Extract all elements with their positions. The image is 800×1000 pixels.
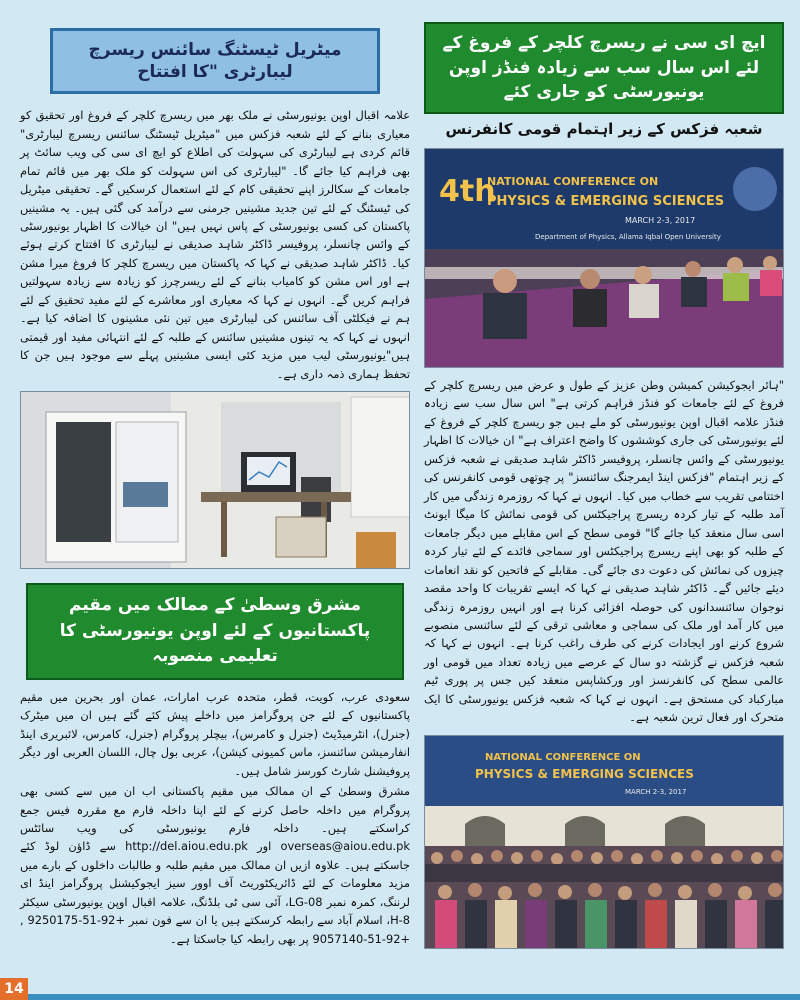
lab-photo xyxy=(20,391,410,569)
right-column xyxy=(424,22,784,949)
banner-department: Department of Physics, Allama Iqbal Open University xyxy=(535,232,721,241)
overseas-phone-numbers: +92-51-9250175 , +92-51-9057140 xyxy=(20,913,410,946)
hec-headline: ایچ ای سی نے ریسرچ کلچر کے فروغ کے لئے اس سال سب سے زیادہ فنڈز اوپن یونیورسٹی کو جاری کئے xyxy=(424,22,784,114)
lab-headline: میٹریل ٹیسٹنگ سائنس ریسرچ لیبارٹری "کا افتتاح xyxy=(50,28,380,94)
overseas-paragraph-2: مشرق وسطیٰ کے ان ممالک میں مقیم پاکستانی اب ان میں سے کسی بھی پروگرام میں داخلہ حاصل کرنے کے لئے اپنا داخلہ فارم مع مقررہ فیس جمع کراسکتے ہیں۔ داخلہ فارم یونیورسٹی کی ویب سائٹس overseas@aiou.edu.pk اور http://del.aiou.edu.pk سے ڈاؤن لوڈ کئے جاسکتے ہیں۔ علاوہ ازیں ان ممالک میں مقیم طلبہ و طالبات داخلوں کے بارے میں مزید معلومات کے لئے ڈائریکٹوریٹ آف اوور سیز ایجوکیشنل پروگرامز اینڈ ای لرننگ، کمرہ نمبر LG-08، آئی سی ٹی بلڈنگ، علامہ اقبال اوپن یونیورسٹی سیکٹر H-8، اسلام آباد سے رابطہ کرسکتے ہیں یا ان سے فون نمبر +92-51-9250175 , +92-51-9057140 پر بھی رابطہ کیا جاسکتا ہے۔ xyxy=(20,784,410,946)
banner-line-2: PHYSICS & EMERGING SCIENCES xyxy=(487,193,725,209)
overseas-paragraph-1: سعودی عرب، کویت، قطر، متحدہ عرب امارات، عمان اور بحرین میں مقیم پاکستانیوں کے لئے جن پروگرامز میں داخلے پیش کئے گئے ہیں ان میں میٹرک (جنرل)، انٹرمیڈیٹ (جنرل و کامرس)، بیچلر پروگرام (جنرل، کامرس، لائبریری اینڈ انفارمیشن سائنسز، ماس کمیونی کیشن)، عربی بول چال، اللسان العربی اور دیگر پروفیشنل شارٹ کورسز شامل ہیں۔ xyxy=(20,689,410,778)
lab-paragraph: علامہ اقبال اوپن یونیورسٹی نے ملک بھر میں ریسرچ کلچر کے فروغ اور تحقیق کو معیاری بنانے کے لئے شعبہ فزکس میں "میٹریل ٹیسٹنگ سائنس ریسرچ لیبارٹری" قائم کردی ہے لیبارٹری کی سہولت کی اطلاع کو ایچ ای سی کی ویب سائٹ پر بھی فراہم کیا جائے گا۔ "لیبارٹری کی اس سہولت کو ملک بھر میں قائم تمام جامعات کے سکالرز اپنے تحقیقی کام کے لئے استعمال کرسکیں گے۔ تحقیقی میٹریل کی ٹیسٹنگ کے لئے تین جدید مشینیں جرمنی سے درآمد کی گئی ہیں۔ یہ مشینیں پاکستان کی کسی یونیورسٹی کے پاس نہیں ہیں" ان خیالات کا اظہار یونیورسٹی کے وائس چانسلر، پروفیسر ڈاکٹر شاہد صدیقی نے لیبارٹری کا افتتاح کرتے ہوئے کیا۔ ڈاکٹر شاہد صدیقی نے کہا کہ پاکستان میں ریسرچ کلچر کا فروغ میرا مشن ہے اور اس مشن کو کامیاب بنانے کے لئے ریسرچرز کو زیادہ سے زیادہ سہولتیں فراہم کریں گے۔ انہوں نے کہا کہ معیاری اور معاشرے کے لئے مفید تحقیق کے لئے ہم نے فیکلٹی آف سائنس کی لیبارٹری میں تین نئی مشینوں کا اضافہ کیا ہے۔ انہوں نے کہا کہ یہ تینوں مشینیں سائنس کے طلبہ کے لئے انتہائی مفید اور قیمتی ہیں"یونیورسٹی لیب میں مزید کئی ایسی مشینیں پہلے سے موجود ہیں جن کا تحفظ ہماری ذمہ داری ہے۔ xyxy=(20,108,410,381)
group-banner-date: MARCH 2-3, 2017 xyxy=(625,787,687,796)
conference-stage-photo xyxy=(424,148,784,368)
group-banner-line-1: NATIONAL CONFERENCE ON xyxy=(485,751,641,763)
overseas-headline: مشرق وسطیٰ کے ممالک میں مقیم پاکستانیوں کے لئے اوپن یونیورسٹی کا تعلیمی منصوبہ xyxy=(26,583,404,680)
page-number: 14 xyxy=(0,978,28,1000)
hec-paragraph: "ہائر ایجوکیشن کمیشن وطن عزیز کے طول و عرض میں ریسرچ کلچر کے فروغ کے لئے جامعات کو فنڈز فراہم کرتی ہے" اس سال سب سے زیادہ فنڈز علامہ اقبال اوپن یونیورسٹی کو ملے ہیں جو ریسرچ کلچر کے فروغ کے لئے یونیورسٹی کی جاری کوششوں کا واضح اعتراف ہے" ان خیالات کا اظہار یونیورسٹی کے وائس چانسلر، پروفیسر ڈاکٹر شاہد صدیقی نے شعبہ فزکس کے زیر اہتمام "فزکس اینڈ ایمرجنگ سائنسز" پر چوتھی قومی کانفرنس کی اختتامی تقریب سے خطاب میں کیا۔ انہوں نے کہا کہ روزمرہ زندگی میں کار آمد طلبہ کے تیار کردہ ریسرچ پراجیکٹس کی قومی نمائش کا میگا ایونٹ اسی سال منعقد کیا جائے گا" قومی سطح کے اس مقابلے میں دیگر جامعات کے طلبہ کو بھی اپنے ریسرچ پراجیکٹس اور سماجی فائدے کے لئے تیار کردہ چیزوں کی نمائش کی دعوت دی جائے گی۔ مقابلے کے فاتحین کو نقد انعامات دیئے جائیں گے۔ ڈاکٹر شاہد صدیقی نے کہا کہ ایسے تقریبات کا واحد مقصد نوجوان سائنسدانوں کی حوصلہ افزائی کرنا ہے اور انہیں روزمرہ زندگی میں کار آمد اور ملک کی سماجی و معاشی ترقی کے لئے سائنسی منصوبے شروع کرنے اور ایجادات کرنے کی طرف راغب کرنا ہے۔ انہوں نے کہا کہ شعبہ فزکس نے گزشتہ دو سال کے عرصے میں زیادہ تعداد میں قومی اور عالمی سطح کی کانفرنسز اور ورکشاپس منعقد کیں جس پر پوری ٹیم مبارکباد کی مستحق ہے۔ انہوں نے کہا کہ شعبہ فزکس یونیورسٹی کا ایک متحرک اور فعال ترین شعبہ ہے۔ xyxy=(424,377,784,725)
conference-group-photo xyxy=(424,735,784,949)
lab-article xyxy=(20,106,410,383)
overseas-links[interactable]: overseas@aiou.edu.pk اور http://del.aiou.edu.pk xyxy=(125,839,410,854)
overseas-article xyxy=(20,688,410,949)
hec-article xyxy=(424,376,784,727)
banner-date: MARCH 2-3, 2017 xyxy=(625,215,696,225)
group-banner-line-2: PHYSICS & EMERGING SCIENCES xyxy=(475,766,694,781)
left-column xyxy=(20,22,410,950)
banner-line-1: NATIONAL CONFERENCE ON xyxy=(487,174,659,188)
conference-subheading: شعبہ فزکس کے زیر اہتمام قومی کانفرنس xyxy=(445,119,763,138)
banner-number: 4th xyxy=(439,173,496,209)
